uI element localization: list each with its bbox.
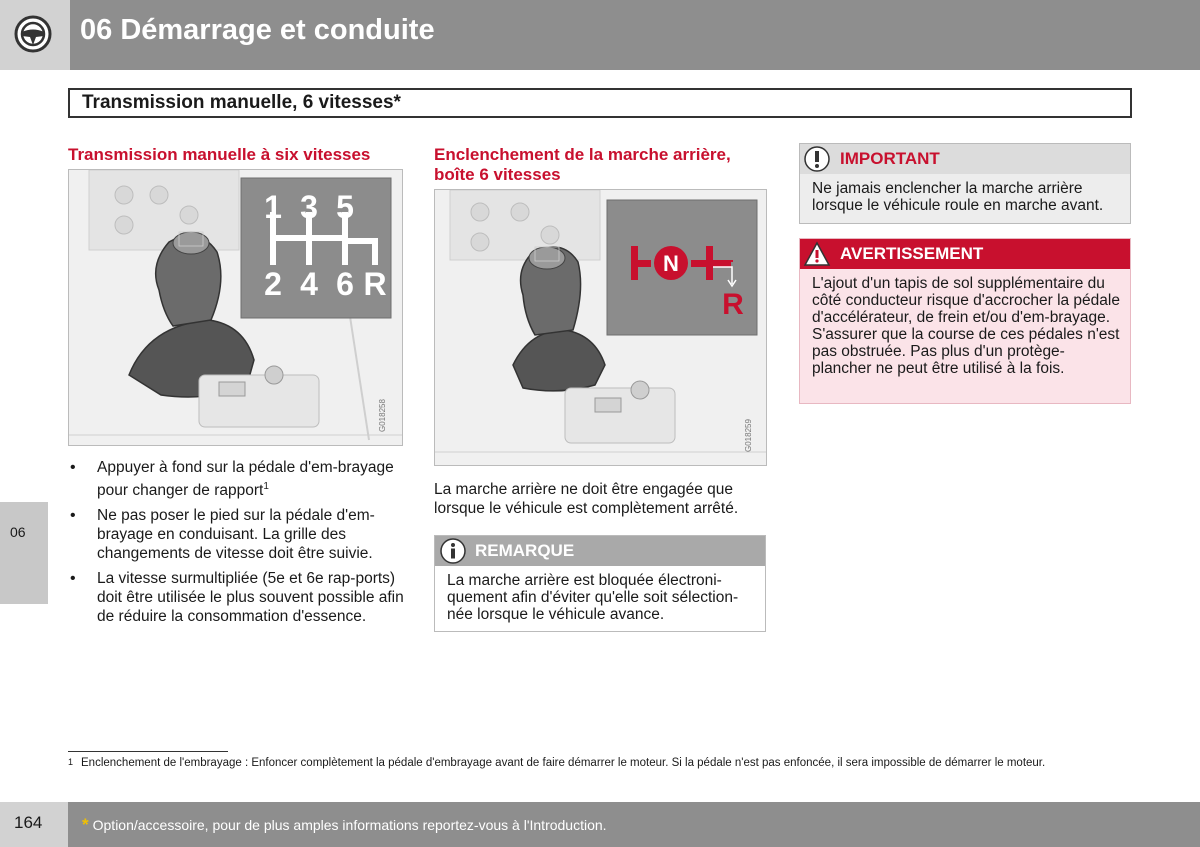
footer-band [68,802,1200,847]
gear-label-1: 1 [264,189,282,225]
chapter-tab [0,502,48,604]
list-item [68,506,408,563]
instruction-list [68,458,408,632]
reverse-gear-illustration [435,190,766,465]
reverse-paragraph: La marche arrière ne doit être engagée que lorsque le véhicule est complètement arrêté. [434,481,739,517]
list-item-text: La vitesse surmultipliée (5e et 6e rap-ports) doit être utilisée le plus souvent possible afin de réduire la consommation d'essence. [97,570,404,626]
reverse-gear-figure [434,189,767,466]
figure-code: G018258 [378,399,387,432]
page-number-area [0,802,68,847]
footnote-rule [68,751,228,752]
list-item [68,569,408,626]
chapter-icon-area [0,0,70,70]
footer-note [82,815,607,835]
footnote-ref[interactable]: 1 [263,481,269,492]
gear-label-6: 6 [336,266,354,302]
section-title: Transmission manuelle, 6 vitesses* [82,92,401,113]
reverse-label: R [722,288,744,321]
gear-label-r: R [363,266,387,302]
gear-label-3: 3 [300,189,318,225]
warning-title: AVERTISSEMENT [840,244,984,263]
warning-text: L'ajout d'un tapis de sol supplémentaire du côté conducteur risque d'accrocher la pédale d'accélérateur, de frein et/ou d'em-brayage. S'assurer que la course de ces pédales n'est pas obstruée. Pas plus d'un protège-plancher ne peut être utilisé à la fois. [812,275,1120,377]
steering-wheel-icon [13,14,53,54]
asterisk-marker: * [82,815,89,834]
figure-code: G018259 [744,419,753,452]
exclamation-icon [804,146,830,172]
column1-heading: Transmission manuelle à six vitesses [68,145,371,164]
important-note [799,143,1131,224]
list-item-text: Ne pas poser le pied sur la pédale d'em-brayage en conduisant. La grille des changements de vitesse doit être suivie. [97,507,375,563]
gearshift-illustration [69,170,402,445]
gear-label-5: 5 [336,189,354,225]
column2-heading-line1: Enclenchement de la marche arrière, [434,145,731,164]
list-item [68,458,408,500]
warning-note [799,238,1131,404]
gear-label-2: 2 [264,266,282,302]
column2-heading-line2: boîte 6 vitesses [434,165,561,184]
important-text: Ne jamais enclencher la marche arrière lorsque le véhicule roule en marche avant. [812,180,1104,214]
remarque-note [434,535,766,632]
footnote-text: Enclenchement de l'embrayage : Enfoncer complètement la pédale d'embrayage avant de faire démarrer le moteur. Si la pédale n'est pas enfoncée, il sera impossible de démarrer le moteur. [81,757,1046,769]
important-title: IMPORTANT [840,149,940,168]
footnote [68,757,1045,769]
page-number: 164 [14,813,43,832]
section-title-box [68,88,1132,118]
column2-heading [434,145,731,185]
remarque-text: La marche arrière est bloquée électroni-quement afin d'éviter qu'elle soit sélection-née lorsque le véhicule avance. [447,572,739,623]
list-item-text: Appuyer à fond sur la pédale d'em-brayage pour changer de rapport [97,459,394,500]
warning-triangle-icon [803,241,831,267]
info-icon [440,538,466,564]
chapter-title: 06 Démarrage et conduite [80,14,435,46]
footnote-number: 1 [68,757,74,767]
important-header [800,144,1130,174]
warning-header [800,239,1130,269]
remarque-title: REMARQUE [475,541,575,560]
remarque-header [435,536,765,566]
gear-pattern-figure [68,169,403,446]
gear-label-4: 4 [300,266,318,302]
footer-note-text: Option/accessoire, pour de plus amples informations reportez-vous à l'Introduction. [92,817,607,833]
chapter-tab-label: 06 [10,524,26,540]
neutral-label: N [663,251,679,276]
